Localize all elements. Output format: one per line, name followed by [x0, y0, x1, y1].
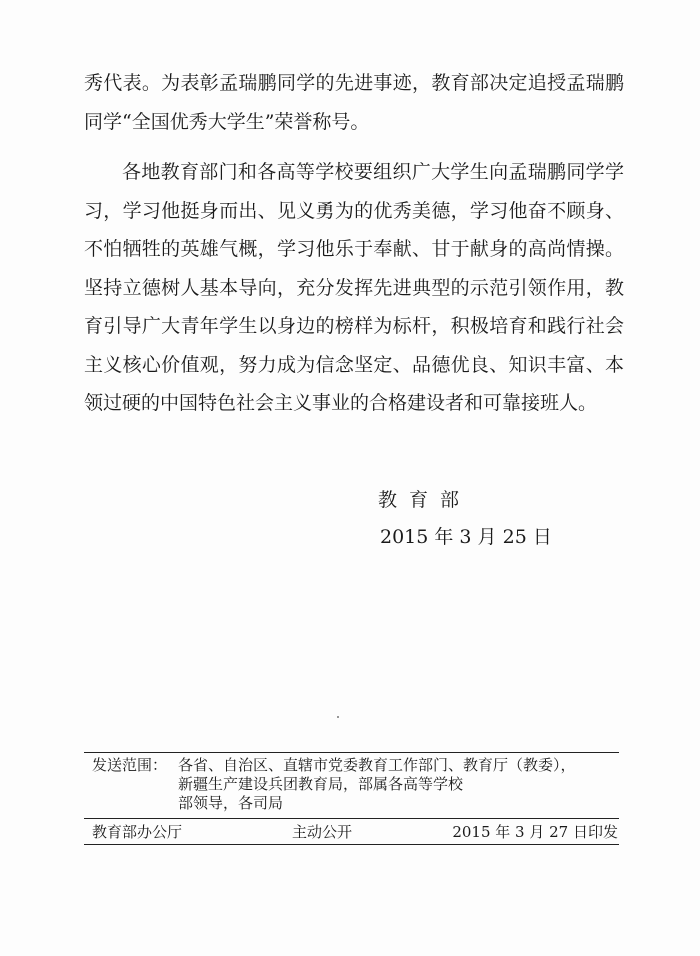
scan-speck	[337, 716, 339, 718]
print-footer	[92, 821, 622, 843]
paragraph-commendation: 秀代表。为表彰孟瑞鹏同学的先进事迹，教育部决定追授孟瑞鹏同学“全国优秀大学生”荣誉称号。	[84, 72, 624, 133]
distribution-scope	[92, 756, 622, 813]
distribution-row	[92, 756, 622, 775]
distribution-line-3: 部领导，各司局	[178, 794, 284, 812]
paragraph-call-to-learn: 各地教育部门和各高等学校要组织广大学生向孟瑞鹏同学学习，学习他挺身而出、见义勇为的优秀美德，学习他奋不顾身、不怕牺牲的英雄气概，学习他乐于奉献、甘于献身的高尚情操。坚持立德树人基本导向，充分发挥先进典型的示范引领作用，教育引导广大青年学生以身边的榜样为标杆，积极培育和践行社会主义核心价值观，努力成为信念坚定、品德优良、知识丰富、本领过硬的中国特色社会主义事业的合格建设者和可靠接班人。	[84, 161, 624, 414]
signature-date: 2015 年 3 月 25 日	[380, 526, 552, 548]
print-date: 2015 年 3 月 27 日印发	[452, 823, 618, 841]
distribution-label: 发送范围：	[92, 756, 168, 774]
divider-top	[84, 752, 619, 753]
distribution-line-1: 各省、自治区、直辖市党委教育工作部门、教育厅（教委），	[178, 756, 576, 774]
signature-organization: 教育部	[378, 489, 472, 511]
divider-bottom	[84, 844, 619, 845]
body-text	[84, 64, 624, 423]
issuing-office: 教育部办公厅	[92, 823, 183, 841]
divider-middle	[84, 818, 619, 819]
distribution-line-2: 新疆生产建设兵团教育局，部属各高等学校	[178, 775, 464, 793]
disclosure-status: 主动公开	[292, 823, 353, 841]
